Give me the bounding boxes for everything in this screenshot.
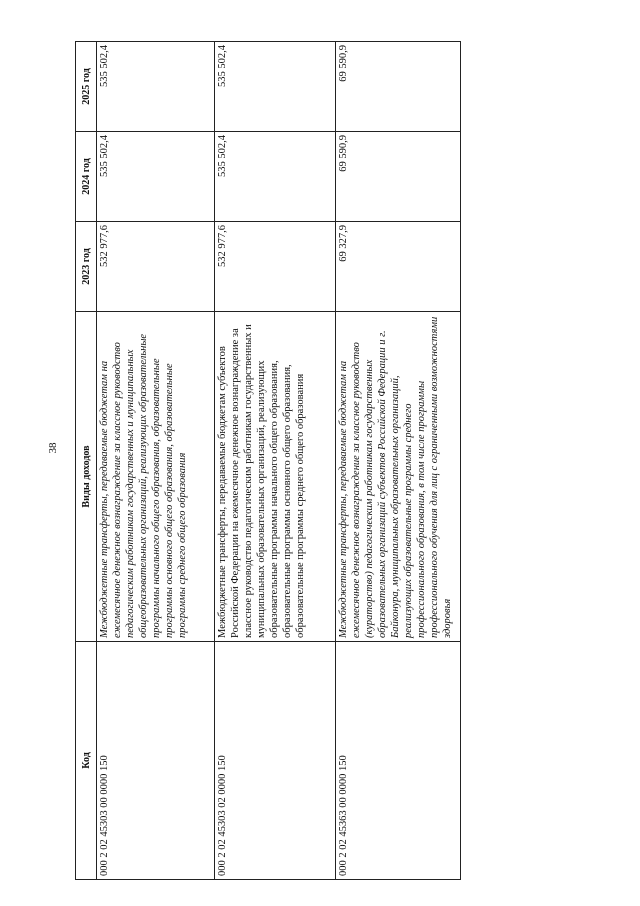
header-2023: 2023 год <box>76 222 97 312</box>
row-code: 000 2 02 45303 02 0000 150 <box>215 642 336 880</box>
row-name: Межбюджетные трансферты, передаваемые бюджетам субъектов Российской Федерации на ежемесячное денежное вознаграждение за классное руководство педагогическим работникам государственных и муниципальных образовательных организаций, реализующих образовательные программы начального общего образования, образовательные программы основного общего образования, образовательные программы среднего общего образования <box>215 312 336 642</box>
row-name: Межбюджетные трансферты, передаваемые бюджетам на ежемесячное денежное вознаграждение за классное руководство педагогическим работникам государственных и муниципальных общеобразовательных организаций, реализующих образовательные программы начального общего образования, образовательные программы основного общего образования, образовательные программы среднего общего образования <box>97 312 215 642</box>
row-name: Межбюджетные трансферты, передаваемые бюджетам на ежемесячное денежное вознаграждение за классное руководство (кураторство) педагогическим работникам государственных образовательных организаций субъектов Российской Федерации и г. Байконура, муниципальных образовательных организаций, реализующих образовательные программы среднего профессионального образования, в том числе программы профессионального обучения для лиц с ограниченными возможностями здоровья <box>336 312 461 642</box>
row-value-2023: 532 977,6 <box>215 222 336 312</box>
row-value-2024: 535 502,4 <box>215 132 336 222</box>
row-value-2023: 532 977,6 <box>97 222 215 312</box>
row-value-2025: 535 502,4 <box>97 42 215 132</box>
header-2024: 2024 год <box>76 132 97 222</box>
table-row <box>215 42 336 880</box>
rotated-table-wrapper <box>75 42 455 880</box>
header-name: Виды доходов <box>76 312 97 642</box>
page-number: 38 <box>47 442 59 454</box>
income-table <box>75 41 461 880</box>
header-code: Код <box>76 642 97 880</box>
header-2025: 2025 год <box>76 42 97 132</box>
row-value-2023: 69 327,9 <box>336 222 461 312</box>
row-code: 000 2 02 45363 00 0000 150 <box>336 642 461 880</box>
table-row <box>97 42 215 880</box>
row-value-2024: 69 590,9 <box>336 132 461 222</box>
table-header-row <box>76 42 97 880</box>
row-value-2025: 535 502,4 <box>215 42 336 132</box>
row-value-2024: 535 502,4 <box>97 132 215 222</box>
table-row <box>336 42 461 880</box>
row-value-2025: 69 590,9 <box>336 42 461 132</box>
row-code: 000 2 02 45303 00 0000 150 <box>97 642 215 880</box>
